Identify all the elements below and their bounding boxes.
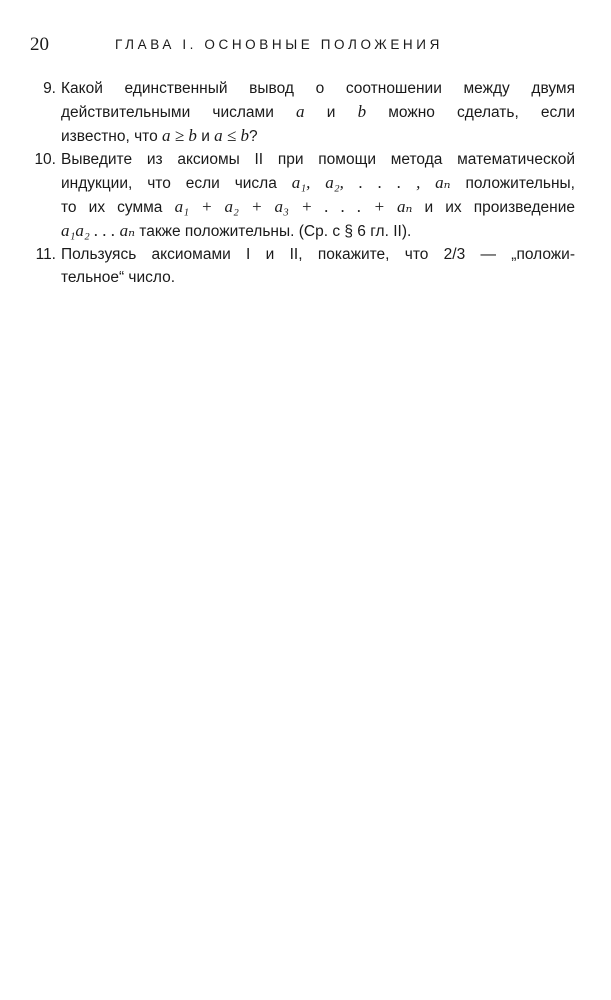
math-inequality: a ≥ b bbox=[162, 126, 197, 145]
problem-text-line: известно, что a ≥ b и a ≤ b? bbox=[61, 126, 258, 145]
math-product: a₁a₂ . . . aₙ bbox=[61, 221, 135, 240]
problem-number: 9. bbox=[43, 80, 56, 97]
math-sequence: a₁, a₂, . . . , aₙ bbox=[291, 173, 451, 192]
page-number: 20 bbox=[30, 34, 49, 55]
problem-11 bbox=[30, 243, 575, 289]
math-inequality: a ≤ b bbox=[214, 126, 250, 145]
problem-text-line: то их сумма a₁ + a₂ + a₃ + . . . + aₙ и их произведение bbox=[61, 197, 576, 216]
problem-text-line: Выведите из аксиомы II при помощи метода математической bbox=[61, 151, 575, 168]
problem-text-line: Какой единственный вывод о соотношении между двумя bbox=[61, 80, 575, 97]
page-header bbox=[30, 34, 575, 56]
problem-text-line: индукции, что если числа a₁, a₂, . . . , aₙ положительны, bbox=[61, 173, 575, 192]
problem-text-line: тельное“ число. bbox=[61, 269, 176, 286]
problem-text-line: Пользуясь аксиомами I и II, покажите, что 2/3 — „положи- bbox=[61, 246, 575, 263]
problem-text-line: a₁a₂ . . . aₙ также положительны. (Ср. с § 6 гл. II). bbox=[61, 221, 412, 240]
math-variable: a bbox=[296, 102, 305, 121]
problem-list bbox=[30, 77, 575, 289]
problem-9 bbox=[30, 77, 575, 148]
running-head: ГЛАВА I. ОСНОВНЫЕ ПОЛОЖЕНИЯ bbox=[115, 37, 443, 52]
problem-10 bbox=[30, 148, 575, 243]
problem-number: 10. bbox=[34, 151, 56, 168]
math-variable: b bbox=[357, 102, 367, 121]
problem-number: 11. bbox=[35, 246, 56, 263]
problem-text-line: действительными числами a и b можно сделать, если bbox=[61, 102, 575, 121]
math-sum: a₁ + a₂ + a₃ + . . . + aₙ bbox=[174, 197, 413, 216]
